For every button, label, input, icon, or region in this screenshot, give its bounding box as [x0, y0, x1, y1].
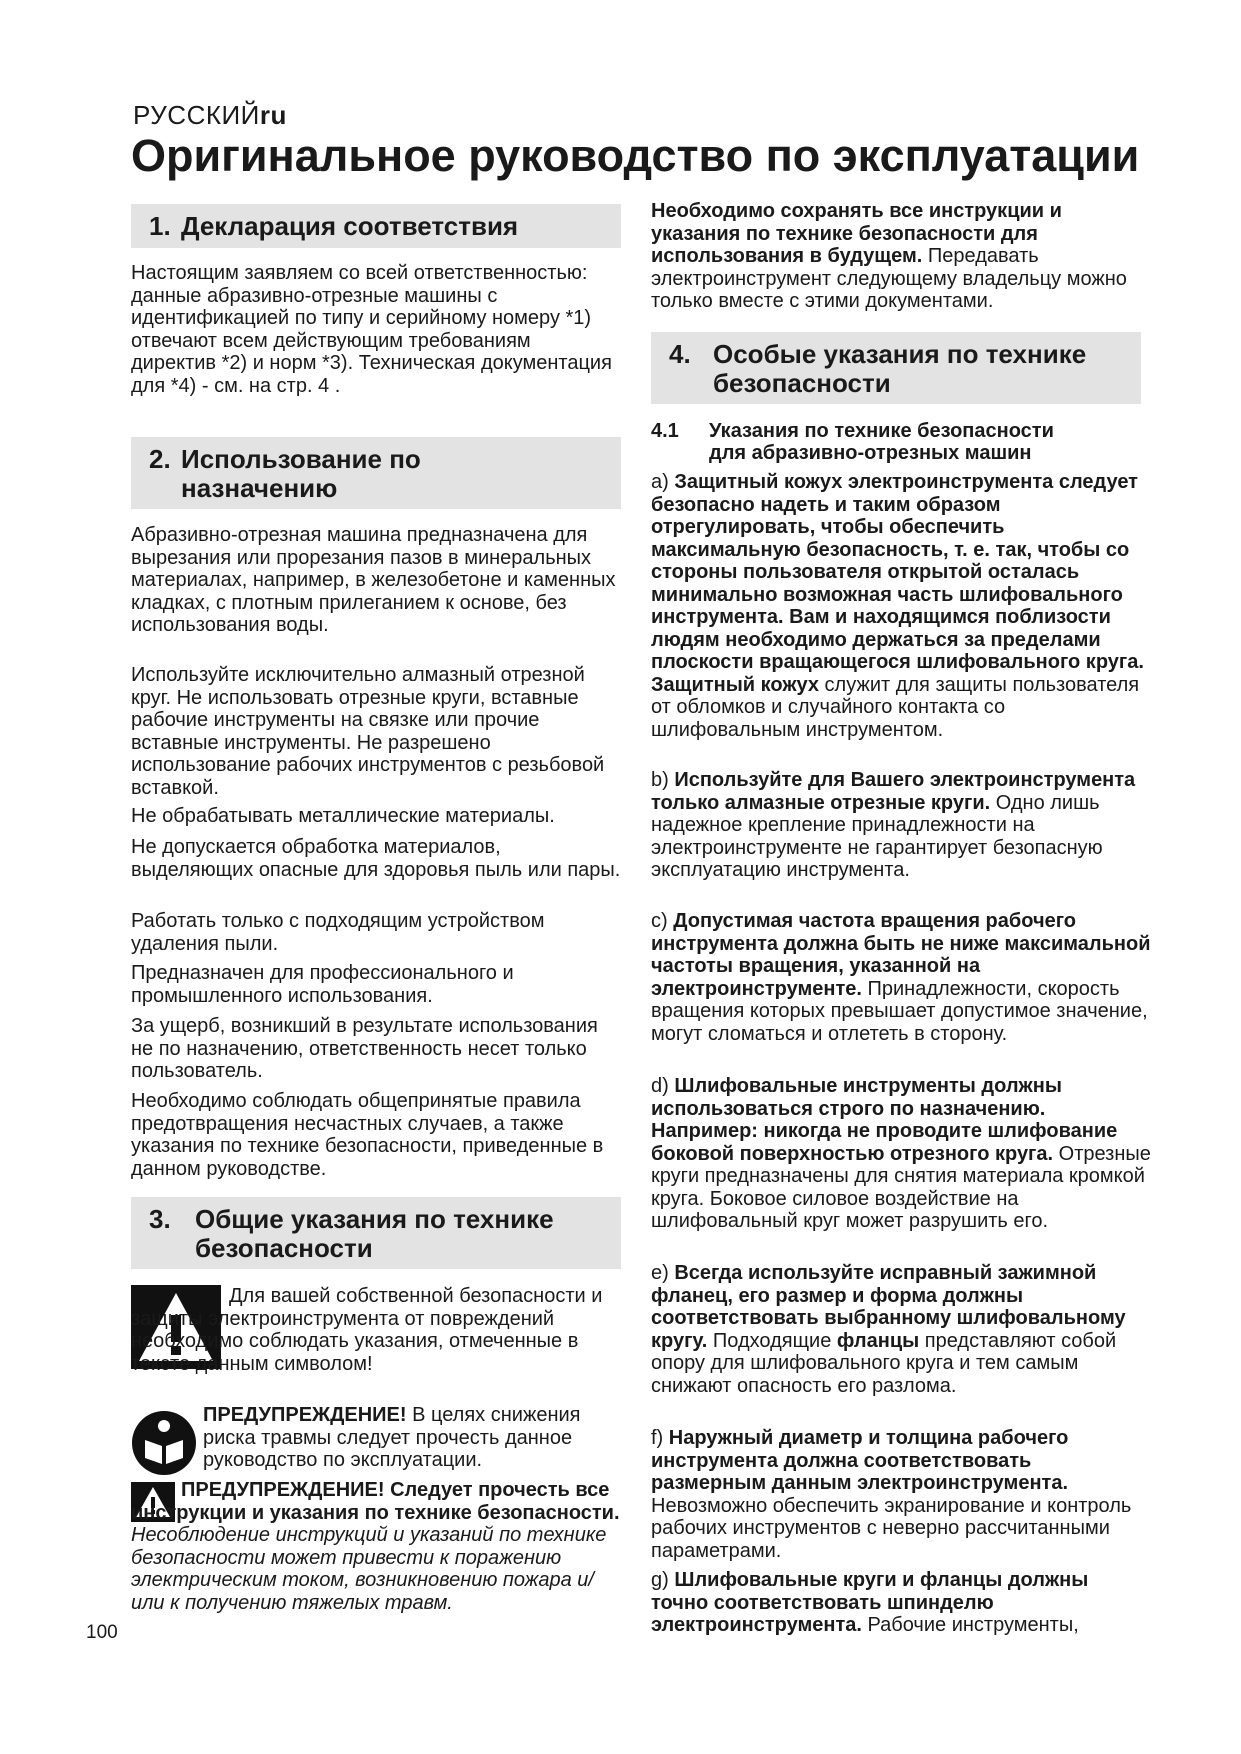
- section-2-para-7: За ущерб, возникший в результате использования не по назначению, ответственность несет только пользователь.: [131, 1015, 598, 1082]
- section-1-heading: 1. Декларация соответствия: [131, 204, 621, 248]
- section-2-para-3: Не обрабатывать металлические материалы.: [131, 805, 555, 827]
- page-title: Оригинальное руководство по эксплуатации: [131, 130, 1140, 181]
- section-1-text: Настоящим заявляем со всей ответственностью: данные абразивно-отрезные машины с идентификацией по типу и серийному номеру *1) отвечают всем действующим требованиям директив *2) и норм *3). Техническая документация для *4) - см. на стр. 4 .: [131, 262, 612, 397]
- section-4-heading: 4. Особые указания по технике безопасности: [651, 332, 1141, 404]
- item-c: c) Допустимая частота вращения рабочего инструмента должна быть не ниже максимальной частоты вращения, указанной на электроинструменте. Принадлежности, скорость вращения которых превышает допустимое значение, могут сломаться и отлететь в сторону.: [651, 910, 1151, 1045]
- item-a: a) Защитный кожух электроинструмента следует безопасно надеть и таким образом отрегулировать, чтобы обеспечить максимальную безопасность, т. е. так, чтобы со стороны пользователя открытой осталась минимально возможная часть шлифовального инструмента. Вам и находящимся поблизости людям необходимо держаться за пределами плоскости вращающегося шлифовального круга. Защитный кожух служит для защиты пользователя от обломков и случайного контакта со шлифовальным инструментом.: [651, 471, 1144, 741]
- section-2-para-8: Необходимо соблюдать общепринятые правила предотвращения несчастных случаев, а также указания по технике безопасности, приведенные в данном руководстве.: [131, 1090, 604, 1180]
- language-label: РУССКИЙru: [133, 100, 287, 130]
- item-e: e) Всегда используйте исправный зажимной фланец, его размер и форма должны соответствовать выбранному шлифовальному кругу. Подходящие фланцы представляют собой опору для шлифовального круга и тем самым снижают опасность его разлома.: [651, 1262, 1126, 1397]
- section-2-para-2: Используйте исключительно алмазный отрезной круг. Не использовать отрезные круги, вставные рабочие инструменты на связке или прочие вставные инструменты. Не разрешено использование рабочих инструментов с резьбовой вставкой.: [131, 664, 605, 799]
- keep-instructions-text: Необходимо сохранять все инструкции и указания по технике безопасности для использования в будущем. Передавать электроинструмент следующему владельцу можно только вместе с этими документами.: [651, 200, 1127, 312]
- read-manual-icon: [131, 1410, 197, 1476]
- safety-symbol-text: Для вашей собственной безопасности и защиты электроинструмента от повреждений необходимо соблюдать указания, отмеченные в тексте данным символом!: [131, 1285, 603, 1375]
- item-f: f) Наружный диаметр и толщина рабочего инструмента должна соответствовать размерным данным электроинструмента. Невозможно обеспечить экранирование и контроль рабочих инструментов с неверно рассчитанными параметрами.: [651, 1427, 1132, 1562]
- section-2-para-4: Не допускается обработка материалов, выделяющих опасные для здоровья пыль или пары.: [131, 836, 621, 881]
- section-3-heading: 3. Общие указания по технике безопасности: [131, 1197, 621, 1269]
- item-b: b) Используйте для Вашего электроинструмента только алмазные отрезные круги. Одно лишь надежное крепление принадлежности на электроинструменте не гарантирует безопасную эксплуатацию инструмента.: [651, 769, 1136, 881]
- item-g: g) Шлифовальные круги и фланцы должны точно соответствовать шпинделю электроинструмента. Рабочие инструменты,: [651, 1569, 1089, 1636]
- item-d: d) Шлифовальные инструменты должны использоваться строго по назначению. Например: никогда не проводите шлифование боковой поверхностью отрезного круга. Отрезные круги предназначены для снятия материала кромкой круга. Боковое силовое воздействие на шлифовальный круг может разрушить его.: [651, 1075, 1151, 1232]
- section-2-heading: 2. Использование по назначению: [131, 437, 621, 509]
- section-2-para-5: Работать только с подходящим устройством удаления пыли.: [131, 910, 545, 955]
- warning-1: ПРЕДУПРЕЖДЕНИЕ! В целях снижения риска травмы следует прочесть данное руководство по эксплуатации.: [203, 1404, 581, 1471]
- warning-2: ПРЕДУПРЕЖДЕНИЕ! Следует прочесть все инструкции и указания по технике безопасности. Несоблюдение инструкций и указаний по технике безопасности может привести к поражению электрическим током, возникновению пожара и/или к получению тяжелых травм.: [131, 1479, 620, 1614]
- section-2-para-6: Предназначен для профессионального и промышленного использования.: [131, 962, 514, 1007]
- page-number: 100: [86, 1622, 118, 1643]
- section-2-para-1: Абразивно-отрезная машина предназначена для вырезания или прорезания пазов в минеральных материалах, например, в железобетоне и каменных кладках, с плотным прилеганием к основе, без использования воды.: [131, 524, 616, 636]
